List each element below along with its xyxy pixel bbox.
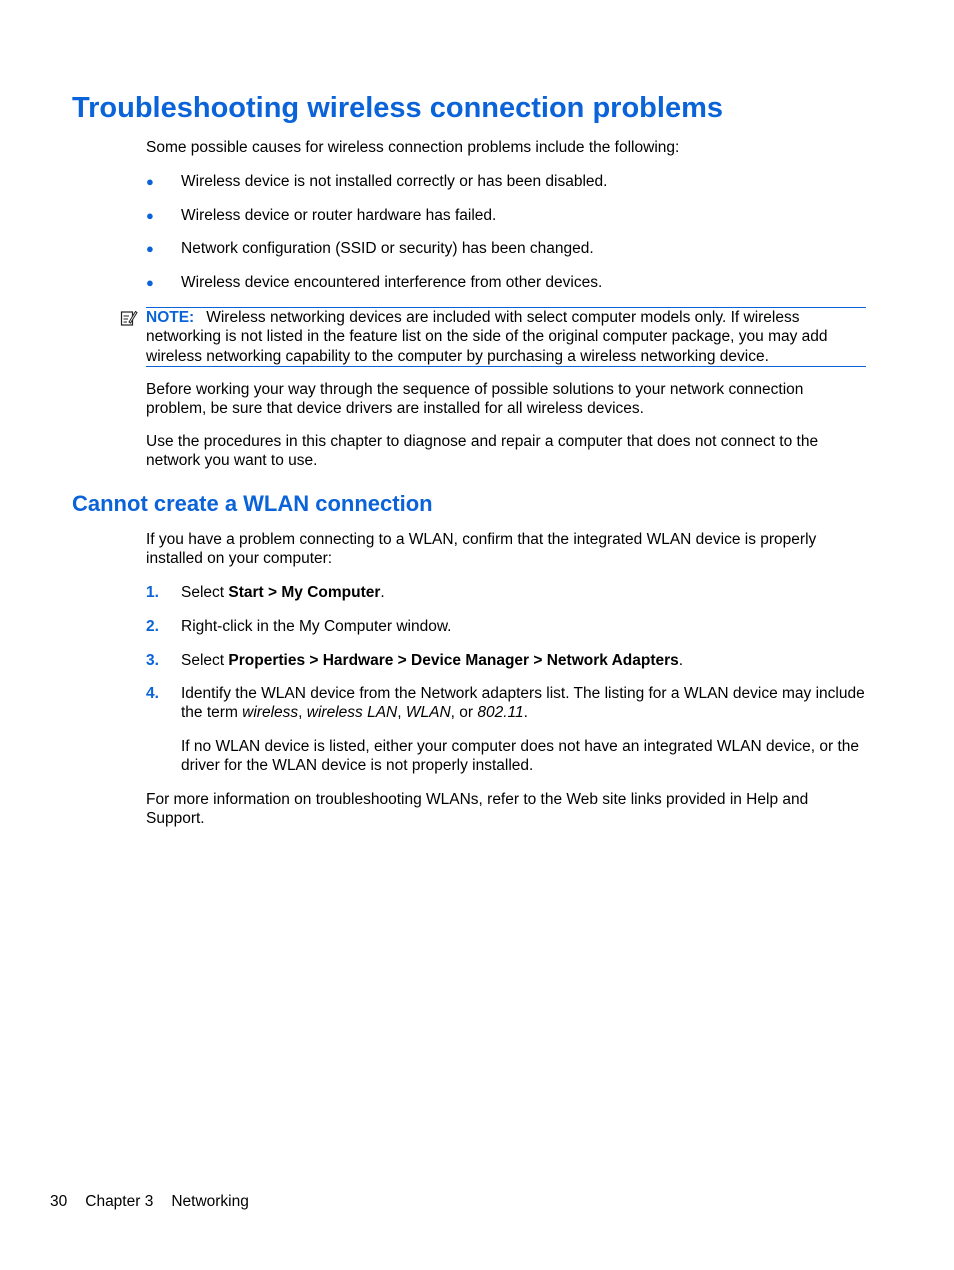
list-item-text: Wireless device encountered interference from other devices. [181, 274, 603, 291]
intro-paragraph: Some possible causes for wireless connection problems include the following: [146, 139, 680, 156]
bullet-icon: ● [146, 208, 154, 223]
page-title: Troubleshooting wireless connection problems [72, 92, 723, 124]
step-text: Right-click in the My Computer window. [181, 618, 452, 635]
list-item-text: Wireless device or router hardware has failed. [181, 207, 497, 224]
step-number: 4. [146, 685, 159, 702]
bullet-icon: ● [146, 241, 154, 256]
note-text [146, 308, 866, 366]
more-info-paragraph: For more information on troubleshooting WLANs, refer to the Web site links provided in Help and Support. [146, 791, 809, 828]
page-number: 30 [50, 1193, 68, 1210]
note-body: Wireless networking devices are included with select computer models only. If wireless networking is not listed in the feature list on the side of the original computer package, you may add wireless networking capability to the computer by purchasing a wireless networking device. [146, 309, 828, 365]
note-label: NOTE: [146, 309, 195, 326]
step-number: 1. [146, 584, 159, 601]
list-item-text: Network configuration (SSID or security) has been changed. [181, 240, 594, 257]
bullet-icon: ● [146, 275, 154, 290]
paragraph-procedures: Use the procedures in this chapter to diagnose and repair a computer that does not connect to the network you want to use. [146, 433, 819, 470]
paragraph-before: Before working your way through the sequence of possible solutions to your network connection problem, be sure that device drivers are installed for all wireless devices. [146, 381, 804, 418]
step-text: Select Start > My Computer. [181, 584, 385, 601]
footer-section: Networking [171, 1193, 249, 1210]
step-text: Identify the WLAN device from the Network adapters list. The listing for a WLAN device may include the term wireless, wireless LAN, WLAN, or 802.11. [181, 685, 865, 722]
step-number: 2. [146, 618, 159, 635]
list-item-text: Wireless device is not installed correctly or has been disabled. [181, 173, 608, 190]
footer-chapter: Chapter 3 [85, 1193, 154, 1210]
bullet-icon: ● [146, 174, 154, 189]
section-title: Cannot create a WLAN connection [72, 491, 433, 516]
note-pencil-icon [120, 309, 138, 327]
step-text: Select Properties > Hardware > Device Manager > Network Adapters. [181, 652, 684, 669]
note-box [146, 307, 866, 367]
step-followup-text: If no WLAN device is listed, either your computer does not have an integrated WLAN device, or the driver for the WLAN device is not properly installed. [181, 738, 860, 775]
wlan-intro-paragraph: If you have a problem connecting to a WLAN, confirm that the integrated WLAN device is properly installed on your computer: [146, 531, 817, 568]
step-number: 3. [146, 652, 159, 669]
page-footer [50, 1192, 267, 1211]
